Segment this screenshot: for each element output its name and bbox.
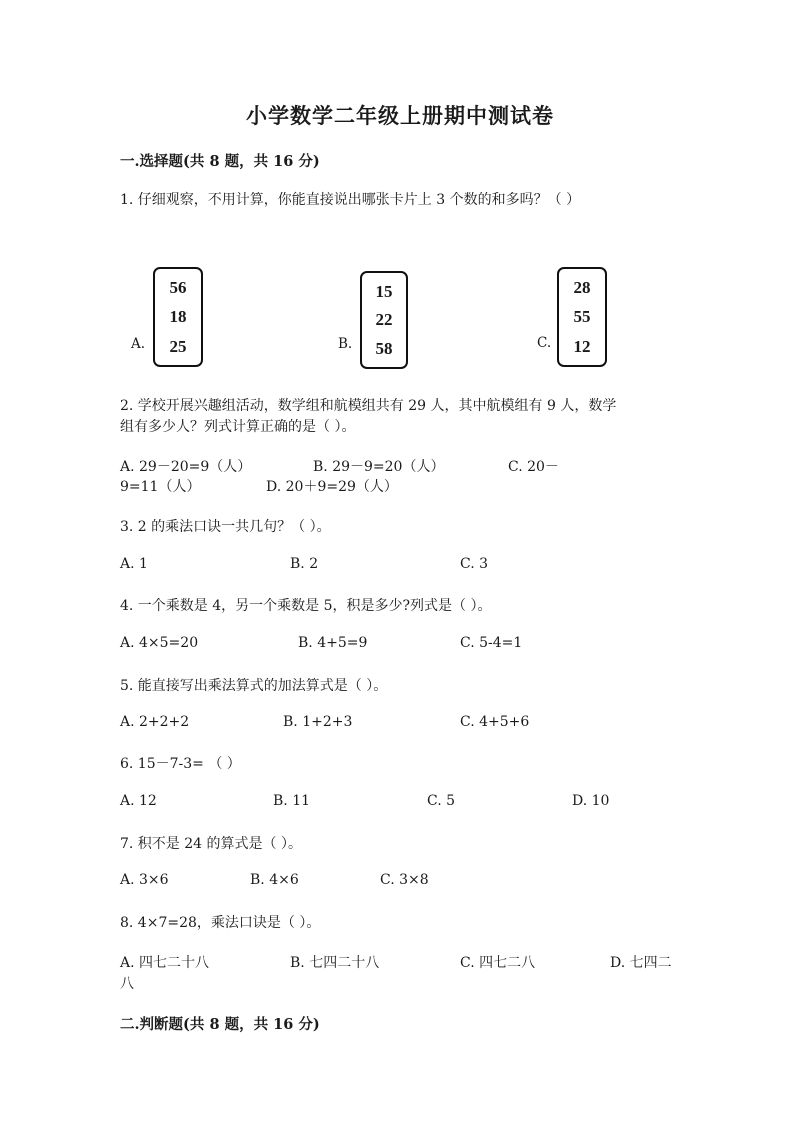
card-c-number: 12 [573, 336, 591, 356]
option-c: C. 四七二八 [460, 955, 536, 971]
option-b: B. 七四二十八 [290, 955, 380, 971]
card-c-number: 55 [573, 307, 591, 327]
card-b-number: 15 [375, 281, 393, 301]
option-a: A. 3×6 [120, 872, 169, 888]
option-b: B. 4×6 [250, 872, 299, 888]
card-c [557, 267, 607, 367]
option-a: A. 29－20=9（人） [120, 459, 252, 475]
question-3-text: 3. 2 的乘法口诀一共几句？（ ）。 [120, 519, 331, 535]
question-4-text: 4. 一个乘数是 4，另一个乘数是 5，积是多少?列式是（ ）。 [120, 598, 492, 614]
option-a: A. 2+2+2 [120, 714, 190, 730]
question-5-text: 5. 能直接写出乘法算式的加法算式是（ ）。 [120, 678, 388, 694]
card-b-label: B. [338, 336, 353, 352]
question-2-text: 2. 学校开展兴趣组活动，数学组和航模组共有 29 人，其中航模组有 9 人，数学 [120, 398, 617, 414]
card-a-label: A. [131, 336, 146, 352]
card-a-number: 18 [169, 307, 187, 327]
question-6-text: 6. 15－7-3= （ ） [120, 756, 241, 772]
option-b: B. 29－9=20（人） [313, 459, 445, 475]
option-b: B. 4+5=9 [298, 635, 368, 651]
option-b: B. 2 [290, 556, 319, 572]
option-c: C. 5-4=1 [460, 635, 523, 651]
card-a [153, 267, 203, 367]
option-d-continued: 八 [120, 976, 134, 992]
option-c: C. 3 [460, 556, 489, 572]
card-a-number: 56 [169, 278, 187, 298]
option-c: C. 5 [427, 793, 456, 809]
option-d: D. 七四二 [610, 955, 672, 971]
card-c-label: C. [537, 335, 552, 351]
question-7-text: 7. 积不是 24 的算式是（ ）。 [120, 836, 302, 852]
option-a: A. 1 [120, 556, 148, 572]
card-b-number: 22 [375, 310, 393, 330]
card-b-number: 58 [375, 339, 393, 359]
option-a: A. 四七二十八 [120, 955, 210, 971]
section-heading-choice: 一.选择题(共 8 题，共 16 分) [120, 153, 320, 170]
section-heading-judgment: 二.判断题(共 8 题，共 16 分) [120, 1016, 320, 1033]
card-b [360, 271, 408, 369]
page-title: 小学数学二年级上册期中测试卷 [246, 103, 554, 128]
option-c: C. 3×8 [380, 872, 429, 888]
option-b: B. 1+2+3 [283, 714, 353, 730]
option-c-continued: 9=11（人） [120, 479, 201, 495]
option-c: C. 20－ [508, 459, 559, 475]
question-2-text: 组有多少人？列式计算正确的是（ ）。 [120, 419, 356, 435]
card-a-number: 25 [169, 336, 187, 356]
question-1-text: 1. 仔细观察，不用计算，你能直接说出哪张卡片上 3 个数的和多吗？（ ） [120, 192, 581, 208]
card-c-number: 28 [573, 278, 591, 298]
option-d: D. 10 [572, 793, 610, 809]
option-d: D. 20＋9=29（人） [266, 479, 398, 495]
option-c: C. 4+5+6 [460, 714, 530, 730]
question-8-text: 8. 4×7=28，乘法口诀是（ ）。 [120, 915, 321, 931]
option-a: A. 12 [120, 793, 157, 809]
option-a: A. 4×5=20 [120, 635, 199, 651]
option-b: B. 11 [273, 793, 311, 809]
